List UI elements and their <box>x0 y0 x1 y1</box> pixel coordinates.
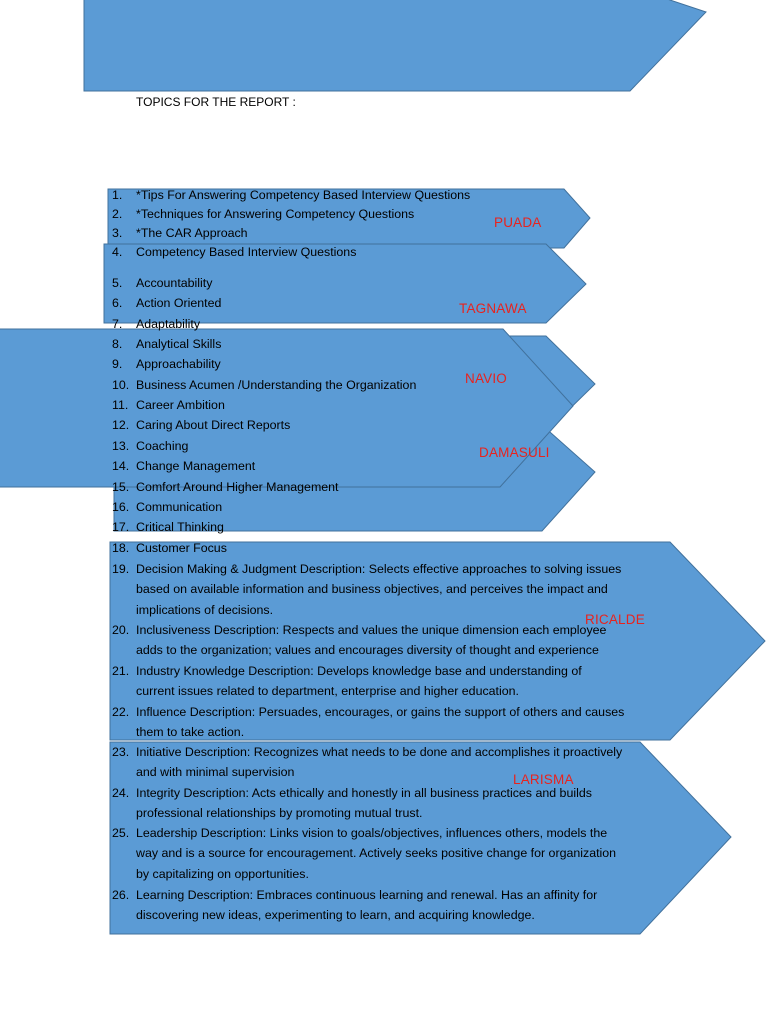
list-item-number: 20. <box>112 623 130 637</box>
list-item-text: professional relationships by promoting mutual trust. <box>136 806 423 821</box>
list-item-text: implications of decisions. <box>136 602 274 617</box>
list-item-text: by capitalizing on opportunities. <box>136 866 309 881</box>
list-item-text: Change Management <box>136 459 256 473</box>
list-item-number: 13. <box>112 439 130 453</box>
list-item-number: 17. <box>112 520 130 534</box>
list-item-number: 21. <box>112 664 130 678</box>
list-item-text: Decision Making & Judgment Description: Selects effective approaches to solving issues <box>136 562 622 576</box>
list-item-text: Initiative Description: Recognizes what needs to be done and accomplishes it proactively <box>136 745 623 759</box>
name-label-puada: PUADA <box>494 215 542 230</box>
list-item-number: 9. <box>112 357 123 371</box>
list-item-number: 18. <box>112 541 130 555</box>
list-item-text: Career Ambition <box>136 398 225 412</box>
list-item-number: 12. <box>112 418 130 432</box>
list-item-text: *Techniques for Answering Competency Questions <box>136 207 415 221</box>
name-label-tagnawa: TAGNAWA <box>459 301 527 316</box>
list-item-text: Inclusiveness Description: Respects and values the unique dimension each employee <box>136 623 607 637</box>
list-item-text: Competency Based Interview Questions <box>136 245 357 259</box>
list-item-number: 11. <box>112 398 129 412</box>
list-item-text: Customer Focus <box>136 541 227 555</box>
list-item-text: way and is a source for encouragement. Actively seeks positive change for organization <box>136 846 617 861</box>
navio-front-arrow <box>0 329 573 487</box>
list-item-text: Comfort Around Higher Management <box>136 480 339 494</box>
name-label-larisma: LARISMA <box>513 772 574 787</box>
list-item-text: *The CAR Approach <box>136 226 248 240</box>
list-item-text: Approachability <box>136 357 221 371</box>
list-item-text: Communication <box>136 500 223 514</box>
list-item-number: 23. <box>112 745 130 759</box>
list-item-text: based on available information and business objectives, and perceives the impact and <box>136 582 608 597</box>
list-item-number: 25. <box>112 826 130 840</box>
list-item-text: Influence Description: Persuades, encourages, or gains the support of others and causes <box>136 705 625 719</box>
list-item-text: Learning Description: Embraces continuous learning and renewal. Has an affinity for <box>136 888 598 902</box>
list-item-number: 14. <box>112 459 130 473</box>
list-item-text: Adaptability <box>136 317 201 331</box>
list-item-number: 5. <box>112 276 123 290</box>
list-item-number: 8. <box>112 337 123 351</box>
list-item-text: discovering new ideas, experimenting to learn, and acquiring knowledge. <box>136 908 535 923</box>
list-item-text: Business Acumen /Understanding the Organization <box>136 378 417 392</box>
list-item-text: Caring About Direct Reports <box>136 418 291 432</box>
list-item-number: 4. <box>112 245 123 259</box>
list-item-number: 2. <box>112 207 123 221</box>
list-item-text: Analytical Skills <box>136 337 222 351</box>
report-heading: TOPICS FOR THE REPORT : <box>136 95 296 109</box>
list-item-text: Critical Thinking <box>136 520 224 534</box>
list-item-number: 19. <box>112 562 130 576</box>
list-item-number: 3. <box>112 226 123 240</box>
list-item-text: current issues related to department, enterprise and higher education. <box>136 684 519 699</box>
top-banner-arrow <box>84 0 706 91</box>
list-item-text: adds to the organization; values and encourages diversity of thought and experience <box>136 643 599 658</box>
list-item-text: and with minimal supervision <box>136 765 295 780</box>
name-label-ricalde: RICALDE <box>585 612 645 627</box>
list-item-number: 24. <box>112 786 130 800</box>
name-label-navio: NAVIO <box>465 371 508 386</box>
list-item-number: 6. <box>112 296 123 310</box>
list-item-text: Action Oriented <box>136 296 222 310</box>
list-item-text: Industry Knowledge Description: Develops knowledge base and understanding of <box>136 664 582 678</box>
list-item-number: 16. <box>112 500 130 514</box>
name-label-damasuli: DAMASULI <box>479 445 550 460</box>
list-item-text: them to take action. <box>136 725 245 740</box>
list-item-number: 7. <box>112 317 123 331</box>
list-item-text: Integrity Description: Acts ethically and honestly in all business practices and builds <box>136 786 592 800</box>
list-item-number: 26. <box>112 888 130 902</box>
list-item-text: *Tips For Answering Competency Based Interview Questions <box>136 188 471 202</box>
list-item-text: Leadership Description: Links vision to goals/objectives, influences others, models the <box>136 826 608 840</box>
list-item-text: Accountability <box>136 276 213 290</box>
list-item-number: 15. <box>112 480 130 494</box>
list-item-text: Coaching <box>136 439 189 453</box>
list-item-number: 22. <box>112 705 130 719</box>
list-item-number: 10. <box>112 378 130 392</box>
list-item-number: 1. <box>112 188 123 202</box>
